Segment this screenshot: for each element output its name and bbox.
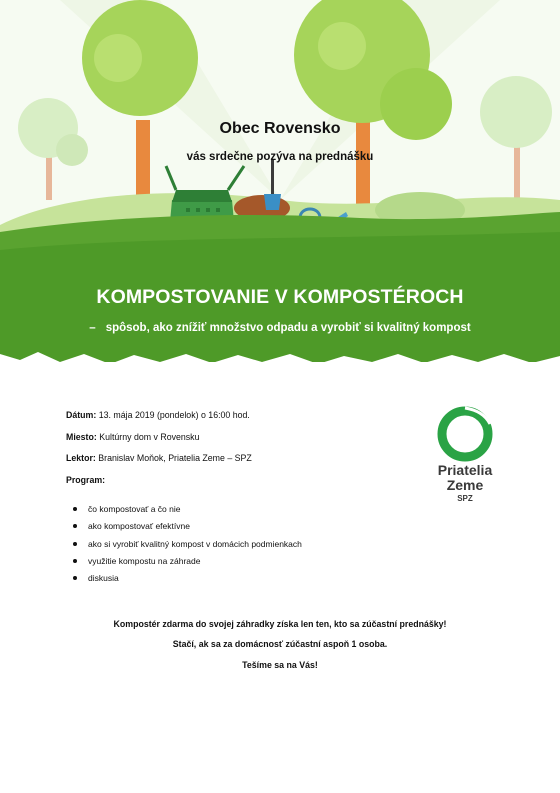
logo-line-3: SPZ <box>457 494 473 503</box>
place-value: Kultúrny dom v Rovensku <box>96 431 200 442</box>
logo-line-1: Priatelia <box>437 462 493 478</box>
garden-illustration <box>0 0 560 370</box>
event-title: KOMPOSTOVANIE V KOMPOSTÉROCH <box>96 286 464 308</box>
lecturer-label: Lektor: <box>66 453 96 463</box>
event-details <box>66 410 396 496</box>
invitation-text: vás srdečne pozýva na prednášku <box>186 151 374 163</box>
date-value: 13. mája 2019 (pondelok) o 16:00 hod. <box>96 410 250 420</box>
organization-name: Obec Rovensko <box>219 120 341 137</box>
program-list <box>72 504 302 590</box>
list-item: ako kompostovať efektívne <box>72 521 302 538</box>
footer-line-3: Tešíme sa na Vás! <box>242 660 318 670</box>
place-label: Miesto: <box>66 431 97 442</box>
date-row <box>66 410 396 432</box>
logo-line-2: Zeme <box>446 477 484 493</box>
program-row <box>66 475 396 497</box>
list-item: diskusia <box>72 573 302 590</box>
footer-line-2: Stačí, ak sa za domácnosť zúčastní aspoň 1 osoba. <box>172 639 388 649</box>
place-row <box>66 432 396 454</box>
event-subtitle <box>0 322 560 334</box>
date-label: Dátum: <box>66 410 97 420</box>
list-item: využitie kompostu na záhrade <box>72 556 302 573</box>
list-item: ako si vyrobiť kvalitný kompost v domácich podmienkach <box>72 539 302 556</box>
list-item: čo kompostovať a čo nie <box>72 504 302 521</box>
footer-line-1: Kompostér zdarma do svojej záhradky získa len ten, kto sa zúčastní prednášky! <box>113 619 447 629</box>
subtitle-text: spôsob, ako znížiť množstvo odpadu a vyrobiť si kvalitný kompost <box>105 322 471 334</box>
lecturer-row <box>66 453 396 475</box>
lecturer-value: Branislav Moňok, Priatelia Zeme – SPZ <box>95 453 252 463</box>
program-label: Program: <box>66 474 106 485</box>
subtitle-dash: – <box>89 322 96 334</box>
